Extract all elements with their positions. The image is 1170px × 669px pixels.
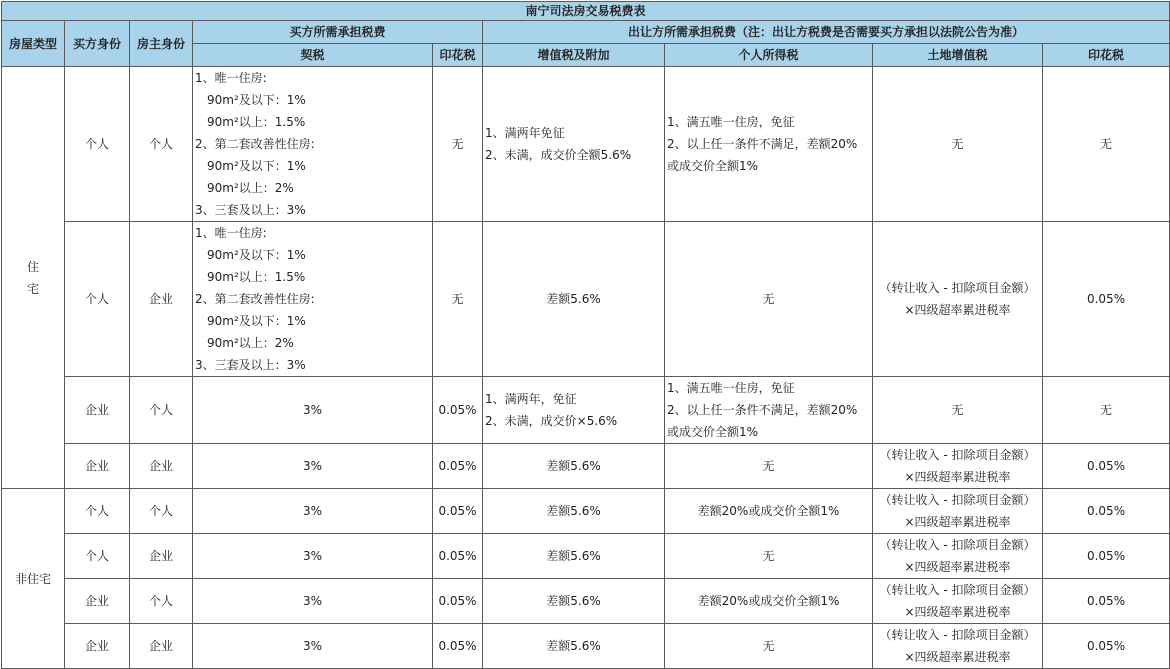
cell-land-vat: 无 [873, 67, 1043, 222]
cell-owner: 个人 [130, 489, 193, 534]
header-deed-tax: 契税 [193, 44, 433, 67]
table-row [2, 444, 1170, 489]
cell-stamp-seller: 0.05% [1043, 579, 1170, 624]
deed-line: 3、三套及以上：3% [195, 203, 306, 217]
cell-deed-tax [193, 222, 433, 377]
cell-deed-tax: 3% [193, 444, 433, 489]
table-row [2, 534, 1170, 579]
cell-vat: 差额5.6% [483, 489, 665, 534]
cell-buyer: 企业 [65, 377, 130, 444]
cell-owner: 企业 [130, 444, 193, 489]
income-line: 2、以上任一条件不满足，差额20%或成交价全额1% [667, 137, 858, 173]
cell-deed-tax: 3% [193, 534, 433, 579]
cell-stamp-seller: 0.05% [1043, 489, 1170, 534]
cell-owner: 个人 [130, 67, 193, 222]
cell-vat: 差额5.6% [483, 579, 665, 624]
cell-income-tax [665, 377, 873, 444]
cell-buyer: 企业 [65, 624, 130, 669]
cell-owner: 企业 [130, 624, 193, 669]
cell-owner: 企业 [130, 222, 193, 377]
cell-stamp-seller: 无 [1043, 67, 1170, 222]
cell-income-tax: 差额20%或成交价全额1% [665, 579, 873, 624]
cell-land-vat: （转让收入 - 扣除项目金额）×四级超率累进税率 [873, 489, 1043, 534]
table-row [2, 67, 1170, 222]
cell-income-tax: 无 [665, 444, 873, 489]
deed-line: 2、第二套改善性住房: [195, 292, 315, 306]
cell-income-tax: 无 [665, 534, 873, 579]
header-house-type: 房屋类型 [2, 21, 65, 67]
cell-land-vat: （转让收入 - 扣除项目金额）×四级超率累进税率 [873, 222, 1043, 377]
cell-vat: 差额5.6% [483, 444, 665, 489]
cell-stamp-buyer: 0.05% [433, 444, 483, 489]
deed-line: 90m²以上：2% [207, 181, 294, 195]
group-label: 住宅 [26, 259, 39, 296]
table-row [2, 377, 1170, 444]
cell-buyer: 企业 [65, 444, 130, 489]
cell-owner: 个人 [130, 377, 193, 444]
header-income-tax: 个人所得税 [665, 44, 873, 67]
vat-line: 2、未满，成交价全额5.6% [485, 148, 632, 162]
deed-line: 1、唯一住房: [195, 71, 267, 85]
cell-land-vat: （转让收入 - 扣除项目金额）×四级超率累进税率 [873, 444, 1043, 489]
cell-stamp-seller: 0.05% [1043, 222, 1170, 377]
income-line: 2、以上任一条件不满足，差额20%或成交价全额1% [667, 403, 858, 439]
deed-line: 90m²及以下：1% [207, 159, 306, 173]
income-line: 1、满五唯一住房，免征 [667, 381, 795, 395]
header-seller-taxes: 出让方所需承担税费（注：出让方税费是否需要买方承担以法院公告为准） [483, 21, 1170, 44]
cell-stamp-seller: 0.05% [1043, 534, 1170, 579]
table-row [2, 579, 1170, 624]
table-title: 南宁司法房交易税费表 [2, 2, 1170, 21]
cell-owner: 企业 [130, 534, 193, 579]
header-owner-identity: 房主身份 [130, 21, 193, 67]
cell-vat [483, 67, 665, 222]
table-row [2, 624, 1170, 669]
cell-land-vat: （转让收入 - 扣除项目金额）×四级超率累进税率 [873, 534, 1043, 579]
cell-deed-tax: 3% [193, 579, 433, 624]
cell-stamp-buyer: 0.05% [433, 489, 483, 534]
table-row [2, 489, 1170, 534]
cell-stamp-seller: 0.05% [1043, 444, 1170, 489]
tax-table [1, 1, 1170, 669]
cell-stamp-buyer: 0.05% [433, 377, 483, 444]
cell-income-tax: 差额20%或成交价全额1% [665, 489, 873, 534]
cell-buyer: 个人 [65, 222, 130, 377]
deed-line: 2、第二套改善性住房: [195, 137, 315, 151]
cell-vat: 差额5.6% [483, 534, 665, 579]
income-line: 1、满五唯一住房，免征 [667, 115, 795, 129]
deed-line: 1、唯一住房: [195, 226, 267, 240]
deed-line: 90m²及以下：1% [207, 314, 306, 328]
cell-buyer: 企业 [65, 579, 130, 624]
cell-deed-tax: 3% [193, 489, 433, 534]
table-row [2, 222, 1170, 377]
deed-line: 90m²以上：1.5% [207, 115, 306, 129]
cell-income-tax [665, 67, 873, 222]
cell-income-tax: 无 [665, 222, 873, 377]
vat-line: 1、满两年，免征 [485, 392, 577, 406]
cell-stamp-buyer: 0.05% [433, 624, 483, 669]
cell-stamp-buyer: 0.05% [433, 579, 483, 624]
deed-line: 90m²以上：2% [207, 336, 294, 350]
cell-buyer: 个人 [65, 534, 130, 579]
cell-deed-tax: 3% [193, 377, 433, 444]
deed-line: 3、三套及以上：3% [195, 358, 306, 372]
deed-line: 90m²及以下：1% [207, 93, 306, 107]
header-stamp-tax-buyer: 印花税 [433, 44, 483, 67]
group-residential [2, 67, 65, 489]
cell-deed-tax: 3% [193, 624, 433, 669]
header-buyer-identity: 买方身份 [65, 21, 130, 67]
header-stamp-tax-seller: 印花税 [1043, 44, 1170, 67]
header-land-vat: 土地增值税 [873, 44, 1043, 67]
group-non-residential: 非住宅 [2, 489, 65, 669]
header-buyer-taxes: 买方所需承担税费 [193, 21, 483, 44]
cell-deed-tax [193, 67, 433, 222]
cell-owner: 个人 [130, 579, 193, 624]
cell-stamp-seller: 无 [1043, 377, 1170, 444]
vat-line: 1、满两年免征 [485, 126, 565, 140]
cell-stamp-buyer: 无 [433, 222, 483, 377]
cell-land-vat: （转让收入 - 扣除项目金额）×四级超率累进税率 [873, 579, 1043, 624]
vat-line: 2、未满，成交价×5.6% [485, 414, 618, 428]
cell-land-vat: （转让收入 - 扣除项目金额）×四级超率累进税率 [873, 624, 1043, 669]
cell-buyer: 个人 [65, 489, 130, 534]
deed-line: 90m²及以下：1% [207, 248, 306, 262]
cell-vat [483, 377, 665, 444]
cell-vat: 差额5.6% [483, 624, 665, 669]
cell-vat: 差额5.6% [483, 222, 665, 377]
deed-line: 90m²以上：1.5% [207, 270, 306, 284]
cell-stamp-buyer: 无 [433, 67, 483, 222]
cell-stamp-seller: 0.05% [1043, 624, 1170, 669]
cell-land-vat: 无 [873, 377, 1043, 444]
cell-buyer: 个人 [65, 67, 130, 222]
header-vat: 增值税及附加 [483, 44, 665, 67]
cell-income-tax: 无 [665, 624, 873, 669]
cell-stamp-buyer: 0.05% [433, 534, 483, 579]
